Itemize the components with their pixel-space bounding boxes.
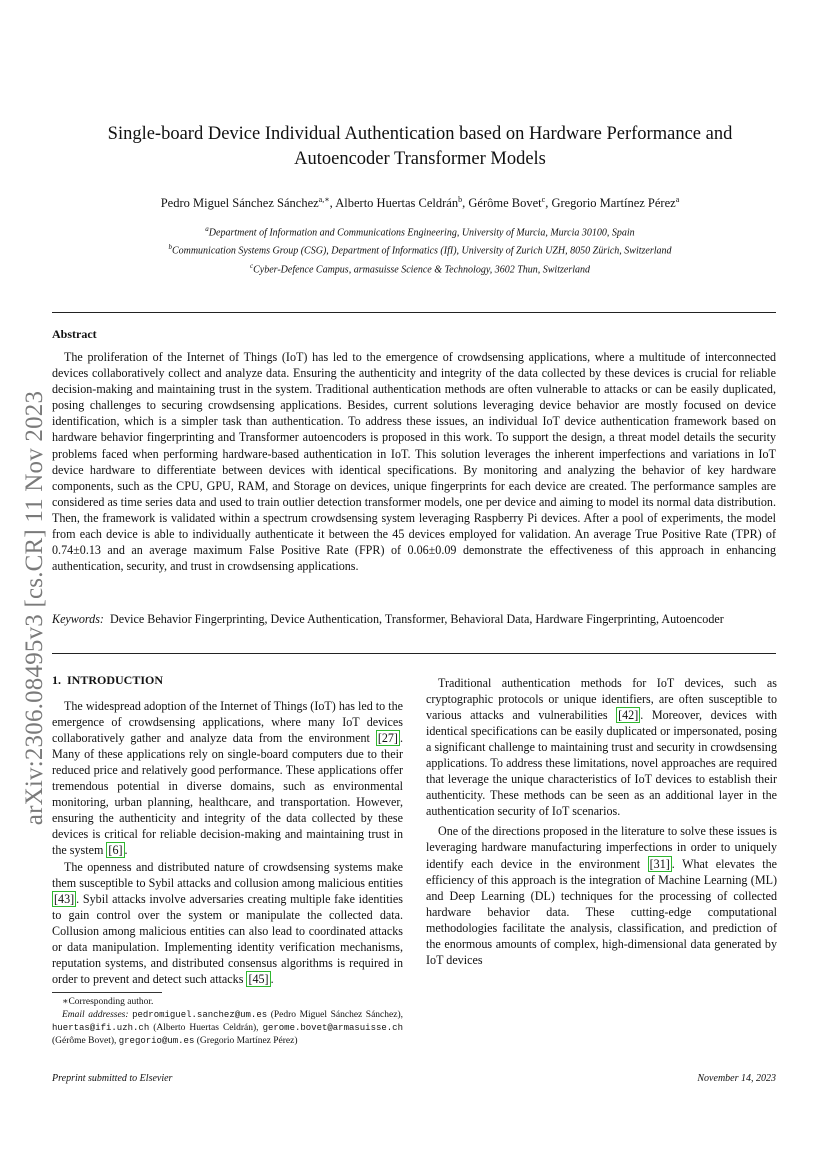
keywords-text: Device Behavior Fingerprinting, Device Authentication, Transformer, Behavioral Data, Hardware Fingerprinting, Autoencoder bbox=[110, 612, 724, 626]
paragraph-text: . bbox=[270, 971, 274, 986]
right-column bbox=[426, 671, 777, 968]
affiliation-text: Cyber-Defence Campus, armasuisse Science & Technology, 3602 Thun, Switzerland bbox=[253, 263, 590, 275]
email-link[interactable]: gregorio@um.es bbox=[118, 1036, 195, 1046]
affiliation-mark: a bbox=[205, 225, 209, 233]
paragraph bbox=[426, 823, 777, 967]
paragraph-text: . Moreover, devices with identical specifications can be easily duplicated or impersonated, posing a significant challenge to maintaining trust and security in crowdsensing applications. To address these limitations, novel approaches are required that leverage the unique characteristics of IoT devices to establish their authenticity. These methods can be seen as an additional layer in the authentication security of IoT scenarios. bbox=[426, 708, 777, 819]
abstract-top-rule bbox=[52, 312, 776, 313]
paragraph bbox=[426, 675, 777, 819]
paragraph-text: . Sybil attacks involve adversaries creating multiple fake identities to gain control over the system or manipulate the collected data. Collusion among malicious entities can also lead to coordinated attacks or data manipulation. Implementing identity verification mechanisms, reputation systems, and distributed consensus algorithms is required in order to prevent and detect such attacks bbox=[52, 891, 403, 986]
author-separator: , bbox=[329, 196, 336, 211]
citation-link[interactable]: [45] bbox=[248, 971, 269, 986]
paragraph-text: . What elevates the efficiency of this approach is the integration of Machine Learning (ML) and Deep Learning (DL) techniques for the processing of collected hardware behavior data. These cutting-edge computational methodologies facilitate the analysis, classification, and prediction of the enormous amounts of complex, high-dimensional data generated by IoT devices bbox=[426, 856, 777, 967]
author-affiliation-mark: a,∗ bbox=[318, 195, 330, 204]
affiliation-mark: c bbox=[249, 261, 254, 270]
email-link[interactable]: gerome.bovet@armasuisse.ch bbox=[262, 1023, 403, 1033]
author-affiliation-mark: c bbox=[541, 195, 546, 204]
footer-preprint-note: Preprint submitted to Elsevier bbox=[52, 1073, 173, 1084]
title-line-1: Single-board Device Individual Authentication based on Hardware Performance and bbox=[107, 124, 733, 144]
citation-link[interactable]: [27] bbox=[377, 731, 398, 746]
footnotes bbox=[52, 996, 403, 1048]
email-owner: (Pedro Miguel Sánchez Sánchez), bbox=[267, 1010, 403, 1020]
author-name: Pedro Miguel Sánchez Sánchez bbox=[160, 196, 319, 211]
author-separator: , bbox=[545, 196, 552, 211]
citation-link[interactable]: [31] bbox=[649, 856, 670, 871]
paper-title bbox=[60, 122, 780, 172]
paragraph-text: One of the directions proposed in the literature to solve these issues is leveraging hardware manufacturing imperfections in order to uniquely identify each device in the environment bbox=[426, 824, 777, 871]
abstract-bottom-rule bbox=[52, 653, 776, 654]
author-separator: , bbox=[462, 196, 469, 211]
arxiv-identifier: arXiv:2306.08495v3 [cs.CR] 11 Nov 2023 bbox=[21, 390, 48, 826]
author-affiliation-mark: b bbox=[458, 195, 463, 204]
arxiv-sidebar-stamp bbox=[18, 358, 52, 858]
keywords bbox=[52, 611, 776, 627]
affiliation-line bbox=[60, 259, 780, 277]
citation-link[interactable]: [43] bbox=[54, 891, 75, 906]
email-owner: (Gregorio Martínez Pérez) bbox=[194, 1036, 298, 1046]
abstract-text: The proliferation of the Internet of Things (IoT) has led to the emergence of crowdsensing applications, where a multitude of interconnected devices collaboratively collect and analyze data. Ensuring the authenticity and integrity of the data collected by these devices is crucial for reliable decision-making and maintaining trust in the system. Traditional authentication methods are often vulnerable to attacks or can be easily duplicated, posing challenges to securing crowdsensing applications. Besides, current solutions leveraging device behavior are mostly focused on device identification, which is a simpler task than authentication. To address these issues, an individual IoT device authentication framework based on hardware behavior fingerprinting and Transformer autoencoders is proposed in this work. To support the design, a threat model details the security problems faced when performing hardware-based authentication in IoT. This solution leverages the inherent imperfections and variations in IoT device hardware to differentiate between devices with identical specifications. By monitoring and analyzing the behavior of key hardware components, such as the CPU, GPU, RAM, and Storage on devices, unique fingerprints for each device are created. The performance samples are considered as time series data and used to train outlier detection transformer models, one per device and aiming to model its normal data distribution. Then, the framework is validated within a spectrum crowdsensing system leveraging Raspberry Pi devices. After a pool of experiments, the model from each device is able to individually authenticate it between the 45 devices employed for validation. An average True Positive Rate (TPR) of 0.74±0.13 and an average maximum False Positive Rate (FPR) of 0.06±0.09 demonstrate the effectiveness of this approach in enhancing authentication, security, and trust in crowdsensing applications. bbox=[52, 350, 776, 574]
affiliation-list bbox=[60, 222, 780, 277]
affiliation-line bbox=[60, 222, 780, 240]
paragraph bbox=[52, 698, 403, 858]
section-title: INTRODUCTION bbox=[67, 673, 164, 687]
corresponding-author-note: ∗Corresponding author. bbox=[62, 997, 154, 1007]
citation-link[interactable]: [6] bbox=[108, 843, 123, 858]
footnote-rule bbox=[52, 992, 162, 993]
paragraph bbox=[52, 859, 403, 987]
email-label: Email addresses: bbox=[62, 1010, 129, 1020]
email-owner: (Gérôme Bovet), bbox=[52, 1036, 119, 1046]
citation-link[interactable]: [42] bbox=[618, 708, 639, 723]
keywords-label: Keywords: bbox=[52, 612, 104, 626]
author-name: Alberto Huertas Celdrán bbox=[335, 196, 459, 211]
affiliation-text: Communication Systems Group (CSG), Department of Informatics (IfI), University of Zurich UZH, 8050 Zürich, Switzerland bbox=[171, 245, 672, 257]
email-addresses bbox=[52, 1009, 403, 1048]
affiliation-mark: b bbox=[168, 243, 172, 252]
abstract-heading: Abstract bbox=[52, 327, 97, 341]
section-heading bbox=[52, 672, 403, 688]
email-owner: (Alberto Huertas Celdrán), bbox=[149, 1023, 263, 1033]
paragraph-text: . bbox=[124, 843, 128, 858]
left-column bbox=[52, 672, 403, 987]
affiliation-line bbox=[60, 240, 780, 258]
email-link[interactable]: huertas@ifi.uzh.ch bbox=[52, 1023, 150, 1033]
title-line-2: Autoencoder Transformer Models bbox=[294, 149, 546, 169]
paragraph-text: . Many of these applications rely on single-board computers due to their reduced price and relatively good performance. These applications offer tremendous potential in diverse domains, such as environmental monitoring, urban planning, healthcare, and transportation. However, ensuring the authenticity and integrity of the data collected by these devices is critical for reliable decision-making and maintaining trust in the system bbox=[52, 731, 403, 858]
paragraph-text: Traditional authentication methods for IoT devices, such as cryptographic protocols or unique identifiers, are often susceptible to various attacks and vulnerabilities bbox=[426, 676, 777, 723]
author-name: Gérôme Bovet bbox=[468, 196, 542, 211]
author-name: Gregorio Martínez Pérez bbox=[551, 196, 676, 211]
footer-date: November 14, 2023 bbox=[697, 1073, 776, 1084]
section-number: 1. bbox=[52, 673, 61, 687]
affiliation-text: Department of Information and Communications Engineering, University of Murcia, Murcia 30100, Spain bbox=[208, 227, 635, 239]
paragraph-text: The widespread adoption of the Internet of Things (IoT) has led to the emergence of crowdsensing applications, where many IoT devices collaboratively gather and analyze data from the environment bbox=[52, 699, 403, 746]
author-affiliation-mark: a bbox=[675, 195, 680, 204]
paragraph-text: The openness and distributed nature of crowdsensing systems make them susceptible to Sybil attacks and collusion among malicious entities bbox=[52, 859, 403, 890]
author-list bbox=[60, 192, 780, 211]
email-link[interactable]: pedromiguel.sanchez@um.es bbox=[132, 1010, 268, 1020]
